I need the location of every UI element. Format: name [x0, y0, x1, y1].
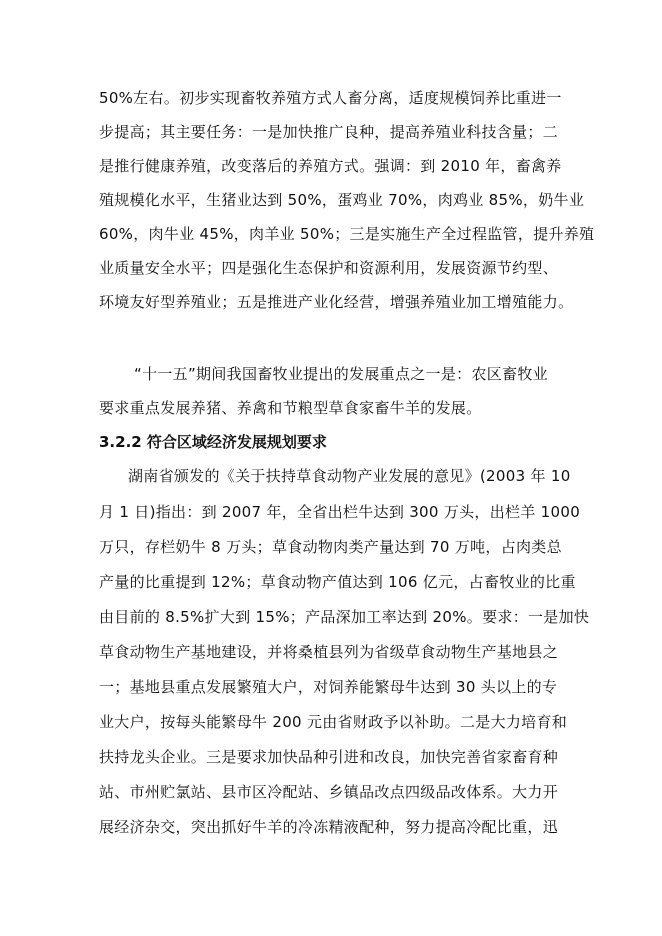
paragraph3-line-10: 站、市州贮氯站、县市区冷配站、乡镇品改点四级品改体系。大力开 — [99, 783, 559, 801]
paragraph2-line-2: 要求重点发展养猪、养禽和节粮型草食家畜牛羊的发展。 — [99, 399, 482, 417]
paragraph3-line-8: 业大户，按每头能繁母牛 200 元由省财政予以补助。二是大力培育和 — [99, 713, 568, 731]
section-heading: 3.2.2 符合区域经济发展规划要求 — [99, 433, 327, 451]
paragraph3-line-11: 展经济杂交，突出抓好牛羊的冷冻精液配种，努力提高冷配比重，迅 — [99, 818, 559, 836]
paragraph3-line-7: 一；基地县重点发展繁殖大户，对饲养能繁母牛达到 30 头以上的专 — [99, 678, 558, 696]
paragraph1-line-3: 是推行健康养殖，改变落后的养殖方式。强调：到 2010 年，畜禽养 — [99, 157, 562, 175]
paragraph3-line-9: 扶持龙头企业。三是要求加快品种引进和改良，加快完善省家畜育种 — [99, 748, 559, 766]
paragraph3-line-5: 由目前的 8.5%扩大到 15%；产品深加工率达到 20%。要求：一是加快 — [99, 608, 590, 626]
paragraph3-line-1: 湖南省颁发的《关于扶持草食动物产业发展的意见》(2003 年 10 — [128, 467, 571, 485]
paragraph2-line-1: “十一五”期间我国畜牧业提出的发展重点之一是：农区畜牧业 — [134, 365, 548, 383]
paragraph1-line-1: 50%左右。初步实现畜牧养殖方式人畜分离，适度规模饲养比重进一 — [99, 89, 562, 107]
paragraph3-line-2: 月 1 日)指出：到 2007 年，全省出栏牛达到 300 万头，出栏羊 1000 — [99, 503, 581, 521]
paragraph3-line-4: 产量的比重提到 12%；草食动物产值达到 106 亿元，占畜牧业的比重 — [99, 573, 576, 591]
paragraph1-line-2: 步提高；其主要任务：一是加快推广良种，提高养殖业科技含量；二 — [99, 123, 559, 141]
paragraph3-line-3: 万只，存栏奶牛 8 万头；草食动物肉类产量达到 70 万吨，占肉类总 — [99, 538, 562, 556]
paragraph1-line-5: 60%，肉牛业 45%，肉羊业 50%；三是实施生产全过程监管，提升养殖 — [99, 225, 595, 243]
paragraph1-line-7: 环境友好型养殖业；五是推进产业化经营，增强养殖业加工增殖能力。 — [99, 293, 574, 311]
paragraph1-line-6: 业质量安全水平；四是强化生态保护和资源利用，发展资源节约型、 — [99, 259, 559, 277]
paragraph1-line-4: 殖规模化水平，生猪业达到 50%，蛋鸡业 70%，肉鸡业 85%，奶牛业 — [99, 191, 585, 209]
paragraph3-line-6: 草食动物生产基地建设，并将桑植县列为省级草食动物生产基地县之 — [99, 643, 559, 661]
